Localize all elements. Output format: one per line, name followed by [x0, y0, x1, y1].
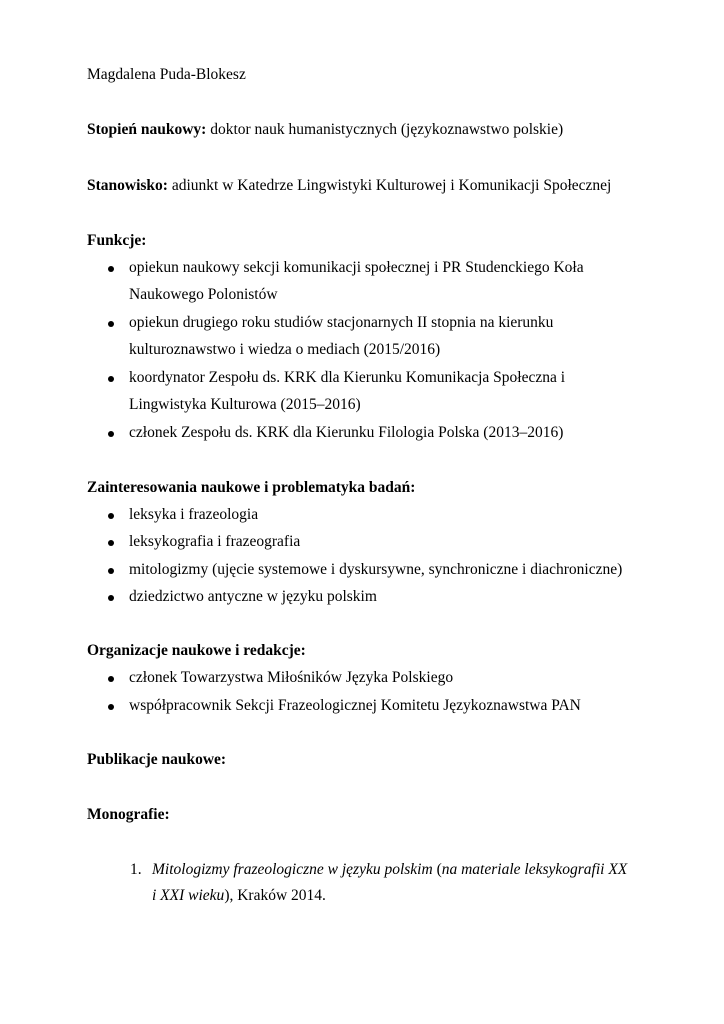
bullet-icon: [108, 321, 114, 327]
bullet-icon: [108, 540, 114, 546]
function-item-2-line-2: kulturoznawstwo i wiedza o mediach (2015/2016): [129, 341, 441, 358]
function-item-1-line-2: Naukowego Polonistów: [129, 286, 278, 303]
monograph-subtitle-part-1: na materiale leksykografii XX: [441, 861, 628, 878]
position-value: adiunkt w Katedrze Lingwistyki Kulturowej i Komunikacji Społecznej: [167, 177, 612, 194]
monograph-subtitle-part-2: i XXI wieku: [152, 887, 225, 904]
bullet-icon: [108, 431, 114, 437]
interest-item-4: dziedzictwo antyczne w języku polskim: [129, 588, 377, 605]
monograph-publication-info: ), Kraków 2014.: [224, 887, 326, 904]
monograph-line-2: [152, 886, 326, 906]
bullet-icon: [108, 266, 114, 272]
position-label: Stanowisko:: [87, 177, 168, 194]
organization-item-2: współpracownik Sekcji Frazeologicznej Komitetu Językoznawstwa PAN: [129, 697, 581, 714]
monograph-title: Mitologizmy frazeologiczne w języku polskim: [152, 861, 433, 878]
degree-value: doktor nauk humanistycznych (językoznawstwo polskie): [206, 121, 564, 138]
degree-label: Stopień naukowy:: [87, 121, 207, 138]
bullet-icon: [108, 595, 114, 601]
bullet-icon: [108, 676, 114, 682]
organization-item-1: członek Towarzystwa Miłośników Języka Polskiego: [129, 669, 454, 686]
interest-item-2: leksykografia i frazeografia: [129, 533, 301, 550]
functions-heading: Funkcje:: [87, 232, 147, 249]
function-item-3-line-2: Lingwistyka Kulturowa (2015–2016): [129, 396, 361, 413]
degree-line: [87, 120, 563, 140]
monograph-line-1: [152, 860, 627, 880]
author-name: Magdalena Puda-Blokesz: [87, 66, 246, 83]
interest-item-3: mitologizmy (ujęcie systemowe i dyskursywne, synchroniczne i diachroniczne): [129, 561, 623, 578]
bullet-icon: [108, 376, 114, 382]
bullet-icon: [108, 513, 114, 519]
function-item-4: członek Zespołu ds. KRK dla Kierunku Filologia Polska (2013–2016): [129, 424, 564, 441]
function-item-3-line-1: koordynator Zespołu ds. KRK dla Kierunku Komunikacja Społeczna i: [129, 369, 566, 386]
publications-heading: Publikacje naukowe:: [87, 751, 227, 768]
monograph-paren-open: (: [432, 861, 442, 878]
monograph-number: 1.: [130, 861, 142, 878]
bullet-icon: [108, 704, 114, 710]
interests-heading: Zainteresowania naukowe i problematyka badań:: [87, 479, 416, 496]
organizations-heading: Organizacje naukowe i redakcje:: [87, 642, 306, 659]
function-item-2-line-1: opiekun drugiego roku studiów stacjonarnych II stopnia na kierunku: [129, 314, 554, 331]
position-line: [87, 176, 611, 196]
interest-item-1: leksyka i frazeologia: [129, 506, 259, 523]
monographs-heading: Monografie:: [87, 806, 170, 823]
function-item-1-line-1: opiekun naukowy sekcji komunikacji społecznej i PR Studenckiego Koła: [129, 259, 584, 276]
bullet-icon: [108, 568, 114, 574]
